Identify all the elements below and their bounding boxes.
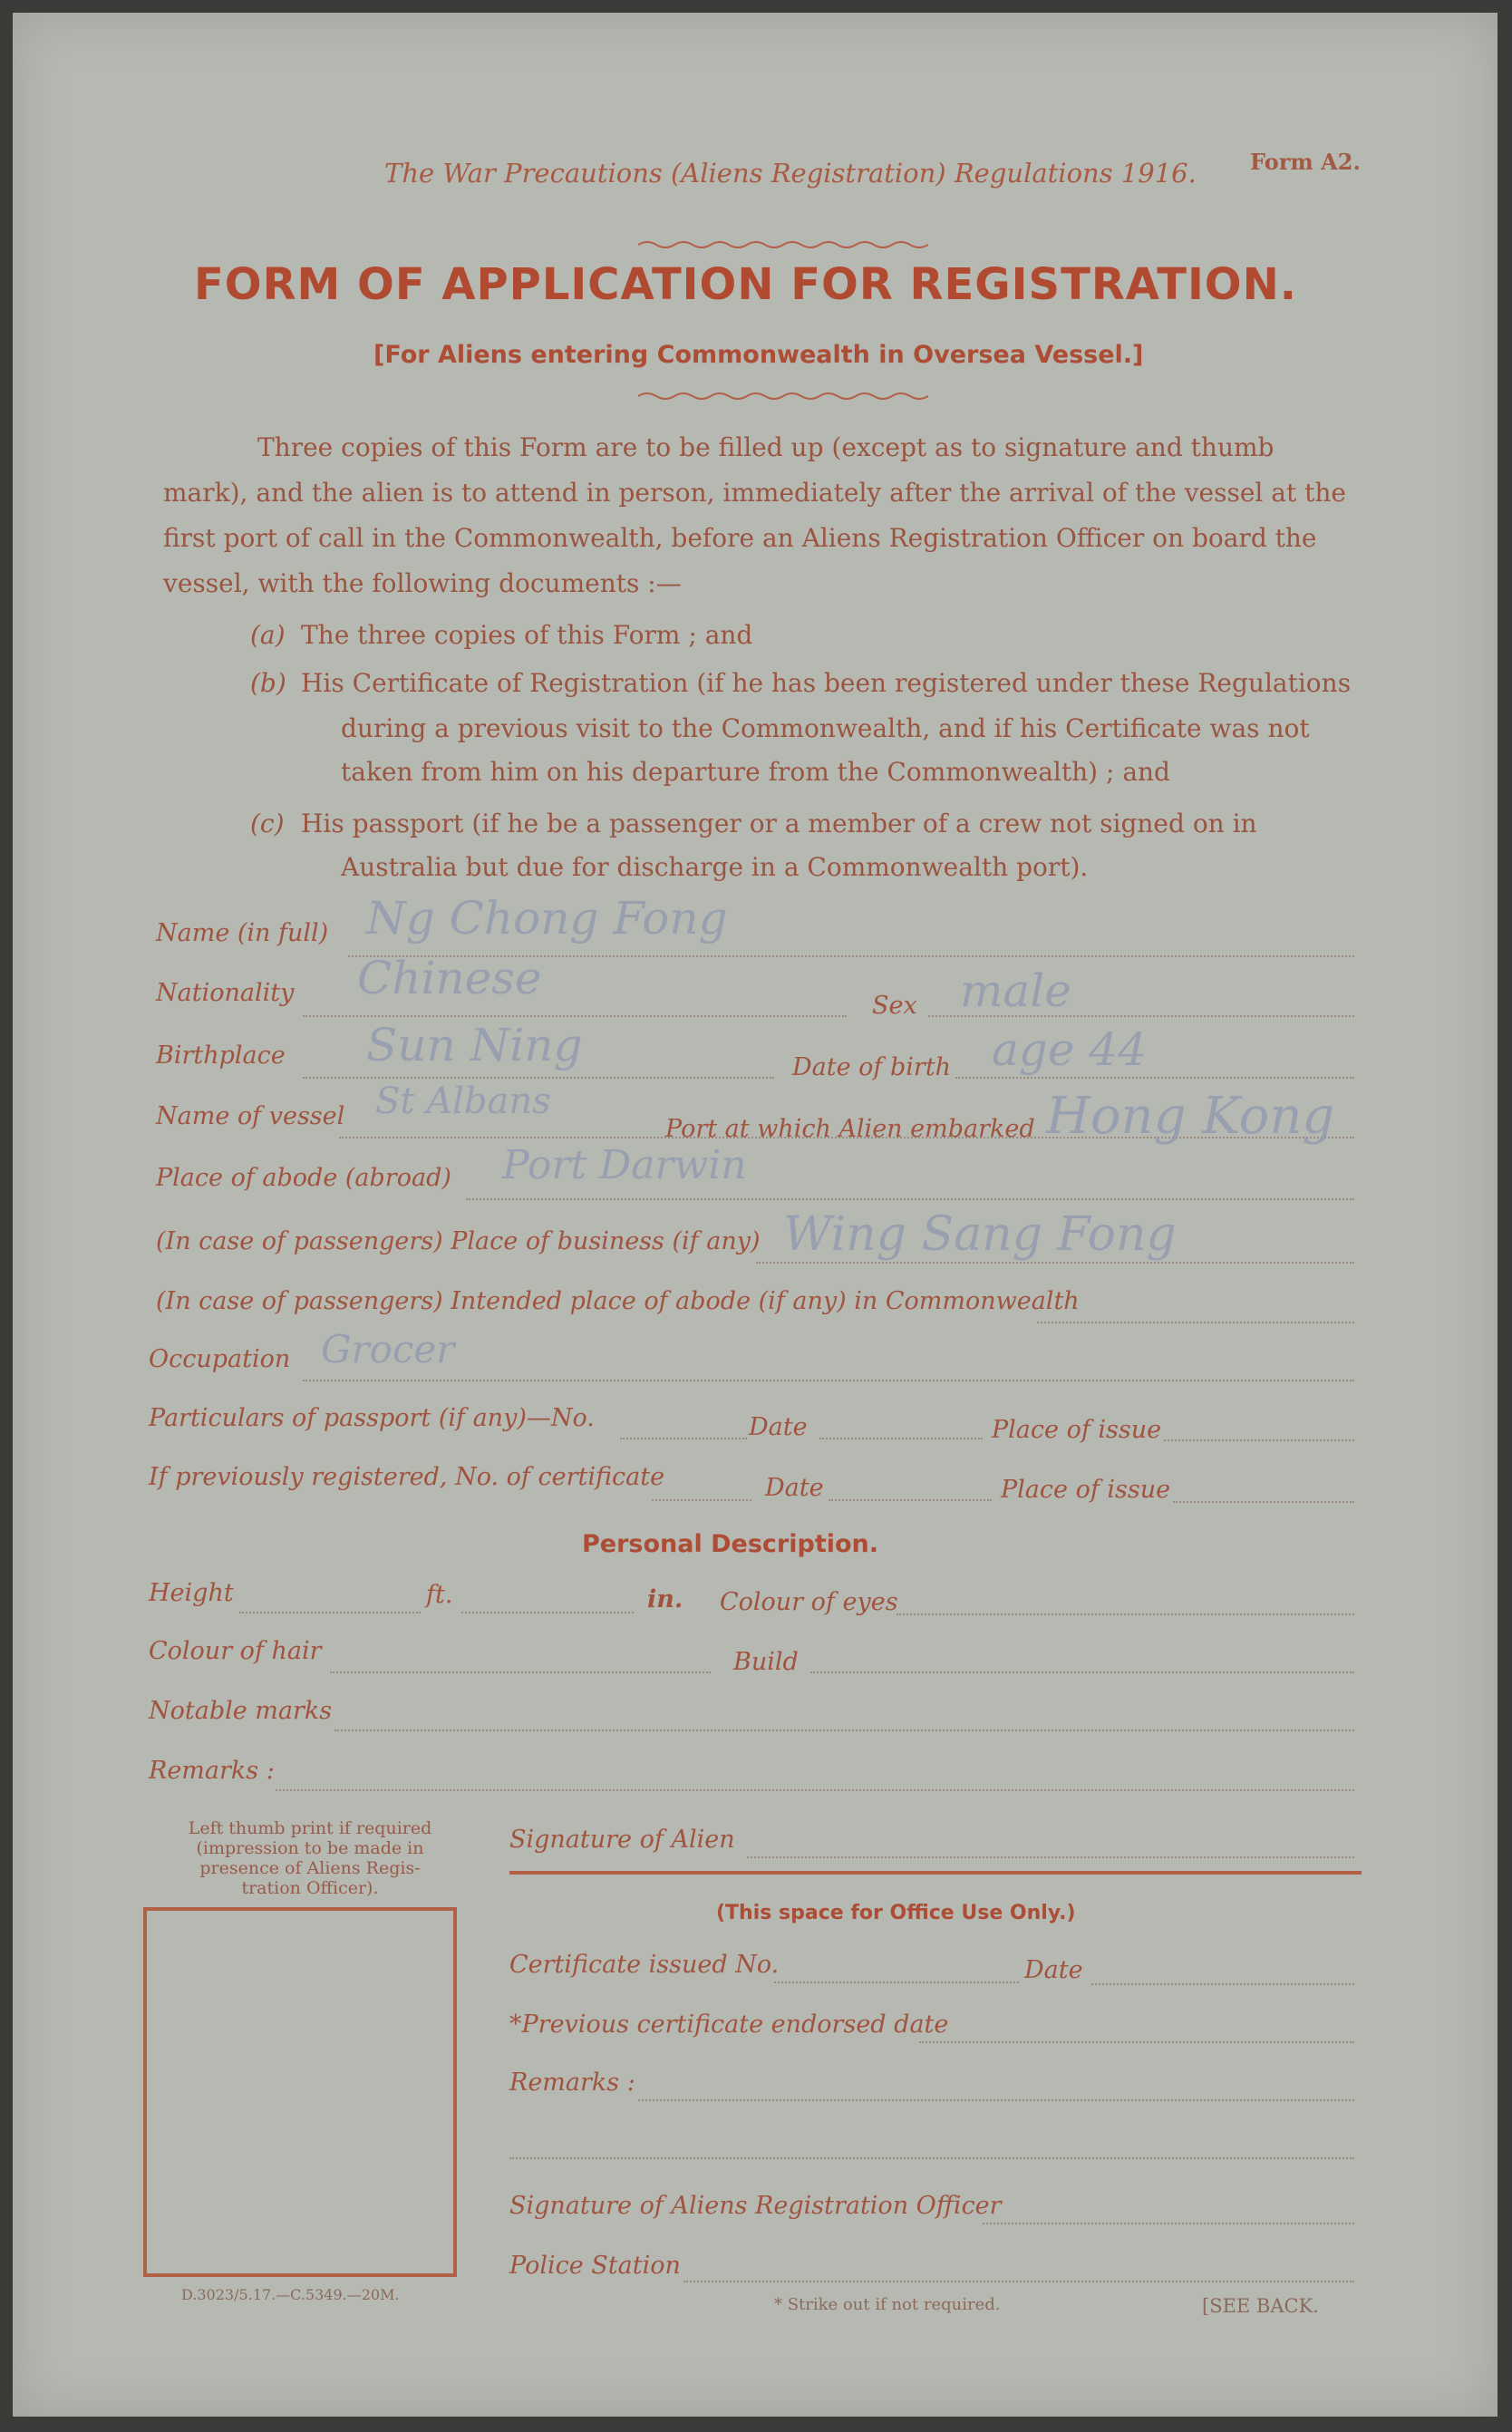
prev-place-line xyxy=(1173,1501,1354,1503)
office-use-heading: (This space for Office Use Only.) xyxy=(716,1902,1076,1924)
prev-endorsed-line xyxy=(919,2041,1354,2043)
height-label: Height xyxy=(149,1579,234,1607)
birthplace-label: Birthplace xyxy=(156,1042,286,1070)
hair-label: Colour of hair xyxy=(149,1637,322,1665)
nationality-line xyxy=(303,1015,847,1017)
notable-marks-label: Notable marks xyxy=(149,1697,333,1725)
name-label: Name (in full) xyxy=(156,919,329,947)
birthplace-value[interactable]: Sun Ning xyxy=(366,1019,583,1071)
sex-label: Sex xyxy=(872,992,917,1020)
form-number: Form A2. xyxy=(1250,149,1361,175)
item-marker-a: (a) xyxy=(250,620,286,650)
business-value[interactable]: Wing Sang Fong xyxy=(783,1207,1177,1262)
strike-note: * Strike out if not required. xyxy=(774,2295,1001,2314)
instruction-line: first port of call in the Commonwealth, before an Aliens Registration Officer on board the xyxy=(163,523,1317,553)
vessel-value[interactable]: St Albans xyxy=(375,1080,551,1122)
cert-date-line xyxy=(1091,1983,1354,1985)
port-value[interactable]: Hong Kong xyxy=(1046,1087,1335,1146)
thumb-line: presence of Aliens Regis- xyxy=(199,1858,421,1878)
item-c-line: Australia but due for discharge in a Commonwealth port). xyxy=(341,852,1089,882)
dob-label: Date of birth xyxy=(792,1053,952,1081)
thumb-instructions xyxy=(165,1818,455,1898)
abode-label: Place of abode (abroad) xyxy=(156,1164,451,1192)
see-back-note: [SEE BACK. xyxy=(1202,2295,1319,2317)
police-station-line xyxy=(683,2281,1354,2282)
dob-line xyxy=(955,1077,1354,1079)
occupation-label: Occupation xyxy=(149,1345,291,1373)
occupation-value[interactable]: Grocer xyxy=(321,1327,455,1371)
item-c-line: His passport (if he be a passenger or a member of a crew not signed on in xyxy=(301,809,1257,838)
signature-alien-line[interactable] xyxy=(747,1856,1354,1858)
port-label: Port at which Alien embarked xyxy=(665,1115,1035,1143)
eyes-line xyxy=(897,1613,1354,1615)
dob-value[interactable]: age 44 xyxy=(992,1023,1147,1076)
officer-signature-label: Signature of Aliens Registration Officer xyxy=(509,2192,1002,2220)
prev-cert-line xyxy=(652,1499,751,1501)
nationality-label: Nationality xyxy=(156,979,295,1007)
office-remarks-label: Remarks : xyxy=(509,2069,635,2097)
item-b-line: taken from him on his departure from the Commonwealth) ; and xyxy=(341,757,1170,787)
item-b-line: His Certificate of Registration (if he has been registered under these Regulations xyxy=(301,668,1352,698)
prev-place-label: Place of issue xyxy=(1001,1476,1171,1504)
prev-endorsed-label: *Previous certificate endorsed date xyxy=(509,2011,949,2039)
remarks-line xyxy=(276,1789,1354,1791)
regulations-heading: The War Precautions (Aliens Registration) Regulations 1916. xyxy=(384,158,1197,189)
build-line xyxy=(810,1671,1354,1673)
eyes-label: Colour of eyes xyxy=(720,1588,898,1616)
form-subtitle: [For Aliens entering Commonwealth in Oversea Vessel.] xyxy=(373,341,1144,369)
height-ft-line xyxy=(239,1612,421,1613)
cert-issued-line xyxy=(774,1981,1019,1983)
officer-signature-line xyxy=(983,2223,1354,2224)
height-in-line xyxy=(461,1612,634,1613)
intended-abode-line xyxy=(1037,1322,1354,1323)
prev-cert-label: If previously registered, No. of certificate xyxy=(149,1463,665,1491)
business-line xyxy=(756,1262,1354,1264)
office-remarks-line-2 xyxy=(509,2157,1354,2159)
item-marker-c: (c) xyxy=(250,809,285,838)
abode-line xyxy=(466,1198,1354,1200)
instruction-line: mark), and the alien is to attend in person, immediately after the arrival of the vessel at the xyxy=(163,478,1346,508)
passport-place-line xyxy=(1164,1439,1354,1441)
passport-date-line xyxy=(819,1438,983,1439)
thumb-line: (impression to be made in xyxy=(196,1838,424,1858)
intended-abode-label: (In case of passengers) Intended place of abode (if any) in Commonwealth xyxy=(156,1287,1080,1315)
ft-label: ft. xyxy=(426,1581,453,1609)
nationality-value[interactable]: Chinese xyxy=(357,952,542,1004)
form-title: FORM OF APPLICATION FOR REGISTRATION. xyxy=(194,259,1298,310)
instruction-line: vessel, with the following documents :— xyxy=(163,568,682,598)
occupation-line xyxy=(303,1380,1354,1381)
prev-date-line xyxy=(829,1499,992,1501)
passport-date-label: Date xyxy=(749,1413,808,1441)
prev-date-label: Date xyxy=(765,1474,824,1502)
police-station-label: Police Station xyxy=(509,2252,681,2280)
in-label: in. xyxy=(647,1585,683,1613)
business-label: (In case of passengers) Place of business (if any) xyxy=(156,1227,761,1255)
build-label: Build xyxy=(733,1648,799,1676)
passport-label: Particulars of passport (if any)—No. xyxy=(149,1404,595,1432)
item-marker-b: (b) xyxy=(250,668,286,698)
cert-issued-label: Certificate issued No. xyxy=(509,1951,780,1979)
remarks-label: Remarks : xyxy=(149,1757,275,1785)
birthplace-line xyxy=(303,1077,774,1079)
name-value[interactable]: Ng Chong Fong xyxy=(366,892,728,945)
ornament-wave-top xyxy=(638,237,928,252)
office-remarks-line-1 xyxy=(638,2099,1354,2101)
passport-place-label: Place of issue xyxy=(992,1416,1162,1444)
ornament-wave-bottom xyxy=(638,389,928,403)
personal-description-heading: Personal Description. xyxy=(582,1530,879,1558)
thumb-line: Left thumb print if required xyxy=(188,1818,432,1838)
instruction-line: Three copies of this Form are to be filled up (except as to signature and thumb xyxy=(257,432,1275,462)
sex-value[interactable]: male xyxy=(960,964,1071,1017)
abode-value[interactable]: Port Darwin xyxy=(502,1142,747,1188)
item-a-line: The three copies of this Form ; and xyxy=(301,620,753,650)
thumb-line: tration Officer). xyxy=(241,1878,379,1898)
item-b-line: during a previous visit to the Commonwealth, and if his Certificate was not xyxy=(341,713,1310,743)
notable-marks-line xyxy=(334,1730,1354,1731)
thumb-print-box[interactable] xyxy=(143,1907,457,2277)
vessel-label: Name of vessel xyxy=(156,1102,345,1130)
passport-no-line xyxy=(620,1438,747,1439)
office-divider xyxy=(509,1871,1362,1875)
signature-alien-label: Signature of Alien xyxy=(509,1826,735,1854)
form-page xyxy=(13,13,1497,2417)
print-code: D.3023/5.17.—C.5349.—20M. xyxy=(181,2286,400,2303)
hair-line xyxy=(330,1671,711,1673)
cert-date-label: Date xyxy=(1024,1956,1083,1984)
